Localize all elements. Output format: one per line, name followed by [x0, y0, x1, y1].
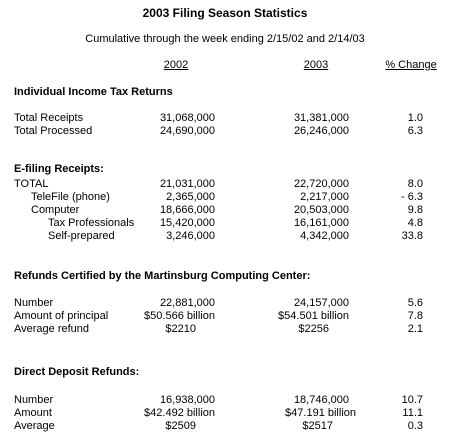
value-2002: 22,881,000 — [159, 297, 215, 309]
value-2003: 16,161,000 — [293, 217, 349, 229]
row-label: Average — [14, 420, 55, 432]
row-label: Number — [14, 297, 54, 309]
row-label: Number — [14, 394, 54, 406]
row-label: Amount — [14, 407, 52, 419]
value-2003: 26,246,000 — [293, 125, 349, 137]
column-header-2003: 2003 — [303, 59, 329, 71]
page-title: 2003 Filing Season Statistics — [142, 6, 308, 20]
percent-change: 1.0 — [407, 112, 423, 124]
value-2003: 18,746,000 — [293, 394, 349, 406]
value-2003: 2,217,000 — [300, 191, 349, 203]
percent-change: - 6.3 — [400, 191, 423, 203]
value-2003: 24,157,000 — [293, 297, 349, 309]
column-header-change: % Change — [385, 59, 437, 71]
section-heading-efiling: E-filing Receipts: — [14, 163, 104, 175]
page-subtitle: Cumulative through the week ending 2/15/02 and 2/14/03 — [85, 33, 365, 45]
value-2002: 21,031,000 — [159, 178, 215, 190]
percent-change: 11.1 — [402, 407, 423, 419]
value-2003: $2256 — [298, 323, 329, 335]
section-heading-direct-deposit: Direct Deposit Refunds: — [14, 366, 140, 378]
value-2002: $42.492 billion — [144, 407, 215, 419]
row-label: TeleFile (phone) — [31, 191, 110, 203]
value-2002: 31,068,000 — [159, 112, 215, 124]
percent-change: 33.8 — [401, 230, 423, 242]
row-label: Amount of principal — [14, 310, 109, 322]
value-2002: $2210 — [165, 323, 196, 335]
value-2002: $2509 — [165, 420, 196, 432]
value-2002: 15,420,000 — [159, 217, 215, 229]
value-2002: $50.566 billion — [144, 310, 215, 322]
value-2002: 18,666,000 — [159, 204, 215, 216]
row-label: TOTAL — [14, 178, 49, 190]
value-2003: 4,342,000 — [300, 230, 349, 242]
section-heading-individual-returns: Individual Income Tax Returns — [14, 86, 173, 98]
percent-change: 8.0 — [407, 178, 423, 190]
row-label: Self-prepared — [48, 230, 115, 242]
value-2003: $54.501 billion — [278, 310, 349, 322]
row-label: Total Receipts — [14, 112, 84, 124]
value-2002: 3,246,000 — [166, 230, 215, 242]
value-2002: 2,365,000 — [166, 191, 215, 203]
percent-change: 2.1 — [407, 323, 423, 335]
percent-change: 5.6 — [407, 297, 423, 309]
value-2003: 22,720,000 — [293, 178, 349, 190]
value-2003: 20,503,000 — [293, 204, 349, 216]
percent-change: 9.8 — [407, 204, 423, 216]
percent-change: 7.8 — [407, 310, 423, 322]
row-label: Total Processed — [14, 125, 93, 137]
value-2003: 31,381,000 — [293, 112, 349, 124]
row-label: Tax Professionals — [48, 217, 135, 229]
row-label: Computer — [31, 204, 80, 216]
value-2003: $2517 — [302, 420, 333, 432]
section-heading-refunds-certified: Refunds Certified by the Martinsburg Computing Center: — [14, 270, 311, 282]
percent-change: 0.3 — [407, 420, 423, 432]
value-2002: 16,938,000 — [159, 394, 215, 406]
row-label: Average refund — [14, 323, 90, 335]
percent-change: 4.8 — [407, 217, 423, 229]
column-header-2002: 2002 — [163, 59, 189, 71]
percent-change: 10.7 — [401, 394, 423, 406]
value-2003: $47.191 billion — [285, 407, 356, 419]
value-2002: 24,690,000 — [159, 125, 215, 137]
percent-change: 6.3 — [407, 125, 423, 137]
